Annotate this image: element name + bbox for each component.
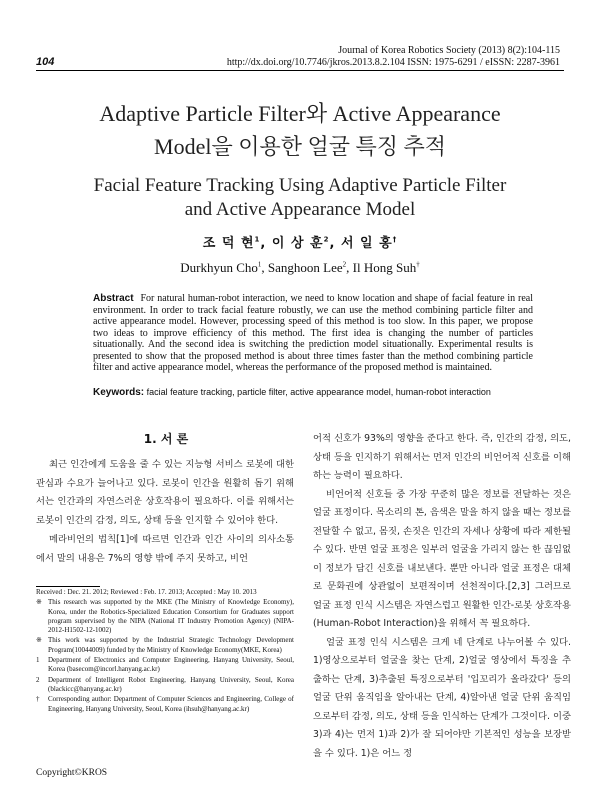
section-heading: 1. 서 론 (143, 432, 189, 446)
korean-title-line-2: Model을 이용한 얼굴 특징 추적 (154, 134, 446, 159)
footnote-text: Corresponding author: Department of Computer Sciences and Engineering, College of Engineering, Hanyang University, Seoul, Korea (ihsuh@hanyang.ac.kr) (48, 695, 294, 713)
author-name: Il Hong Suh (352, 260, 417, 275)
footnote-mark: ※ (36, 598, 42, 607)
author-name: Sanghoon Lee (267, 260, 343, 275)
footnote-text: This research was supported by the MKE (The Ministry of Knowledge Economy), Korea, under the Robotics-Specialized Education Consortium for Graduates support program supervised by the NIPA (National IT Industry Promotion Agency) (NIPA-2012-H1502-12-1002) (48, 598, 294, 635)
footnote (36, 598, 294, 635)
korean-title-line-1: Adaptive Particle Filter와 Active Appearance (99, 101, 501, 126)
footnote-text: This work was supported by the Industrial Strategic Technology Development Program(10044009) funded by the Ministry of Knowledge Economy(MKE, Korea) (48, 636, 294, 654)
footnote (36, 636, 294, 655)
english-title-line-1: Facial Feature Tracking Using Adaptive Particle Filter (93, 175, 507, 196)
footnote-mark: 2 (36, 675, 40, 684)
doi-issn-line: http://dx.doi.org/10.7746/jkros.2013.8.2.104 ISSN: 1975-6291 / eISSN: 2287-3961 (226, 57, 560, 68)
right-column (313, 430, 571, 763)
footnote (36, 656, 294, 675)
body-paragraph: 어적 신호가 93%의 영향을 준다고 한다. 즉, 인간의 감정, 의도, 상태 등을 인지하기 위해서는 먼저 인간의 비언어적 신호를 이해하는 능력이 필요하다. (313, 433, 571, 481)
keywords (93, 387, 533, 398)
body-paragraph: 비언어적 신호들 중 가장 꾸준히 많은 정보를 전달하는 것은 얼굴 표정이다. 목소리의 톤, 음색은 말을 하지 않을 때는 정보를 전달할 수 없고, 몸짓, 손짓은 인간의 자세나 상황에 따라 제한될 수 있다. 반면 얼굴 표정은 일부러 얼굴을 가리지 않는 한 끊임없이 정보가 담긴 신호를 내보낸다. 뿐만 아니라 얼굴 표정은 대체로 문화권에 상관없이 보편적이며 선천적이다.[2,3] 그러므로 얼굴 표정 인식 시스템은 자연스럽고 원활한 인간-로봇 상호작용(Human-Robot Interaction)을 위해서 꼭 필요하다. (313, 488, 571, 629)
journal-citation: Journal of Korea Robotics Society (2013) 8(2):104-115 (338, 45, 560, 56)
header-rule (36, 70, 564, 71)
footnote-mark: † (36, 695, 40, 704)
footnote (36, 695, 294, 714)
korean-author-list: 조 덕 현$^1$, 이 상 훈$^2$, 서 일 홍† (202, 235, 398, 251)
english-title-line-2: and Active Appearance Model (184, 199, 416, 220)
author-name: 조 덕 현 (202, 236, 255, 251)
body-paragraph: 최근 인간에게 도움을 줄 수 있는 지능형 서비스 로봇에 대한 관심과 수요가 늘어나고 있다. 로봇이 인간을 원활히 돕기 위해서는 인간과의 자연스러운 상호작용이 필요하다. 이를 위해서는 로봇이 인간의 감정, 의도, 상태 등을 인지할 수 있어야 한다. (36, 459, 294, 526)
author-name: 서 일 홍 (340, 236, 393, 251)
keywords-text: facial feature tracking, particle filter, active appearance model, human-robot interaction (146, 387, 491, 397)
author-affiliation-mark: 1 (254, 235, 261, 244)
footnote-mark: ※ (36, 636, 42, 645)
received-dates: Received : Dec. 21. 2012; Reviewed : Feb. 17. 2013; Accepted : May 10. 2013 (36, 588, 257, 596)
abstract-text: For natural human-robot interaction, we need to know location and shape of facial feature in real environment. In order to track facial feature robustly, we can use the method combining particle filter and active appearance model. However, processing speed of this method is too slow. In this paper, we propose two ideas to improve efficiency of this method. The first idea is changing the number of particles situationally. And the second idea is switching the prediction model situationally. Experimental results is presented to show that the proposed method is about three times faster than the method combining particle filter and active appearance model, whereas the performance of the proposed method is maintained. (93, 293, 534, 373)
author-affiliation-mark: † (392, 235, 398, 244)
footnote-text: Department of Intelligent Robot Engineering, Hanyang University, Seoul, Korea (blackicc@hanyang.ac.kr) (48, 675, 294, 693)
footnote-text: Department of Electronics and Computer Engineering, Hanyang University, Seoul, Korea (basecom@incorl.hanyang.ac.kr) (48, 656, 294, 674)
abstract-label: Abstract (93, 293, 134, 304)
author-affiliation-mark: † (416, 260, 420, 269)
author-affiliation-mark: 1 (257, 260, 262, 269)
abstract (93, 293, 533, 374)
author-name: 이 상 훈 (271, 236, 324, 251)
footnote-rule (36, 586, 100, 587)
english-author-list: Durkhyun Cho$^1$, Sanghoon Lee$^2$, Il Hong Suh† (180, 260, 420, 275)
author-affiliation-mark: 2 (342, 260, 347, 269)
copyright-notice: Copyright©KROS (36, 768, 108, 778)
body-paragraph: 얼굴 표정 인식 시스템은 크게 네 단계로 나누어볼 수 있다. 1)영상으로부터 얼굴을 찾는 단계, 2)얼굴 영상에서 특징을 추출하는 단계, 3)추출된 특징으로부터 '입꼬리가 올라갔다' 등의 얼굴 단위 움직임을 알아내는 단계, 4)알아낸 얼굴 단위 움직임으로부터 감정, 의도, 상태 등을 인식하는 단계가 그것이다. 이중 3)과 4)는 먼저 1)과 2)가 잘 되어야만 기본적인 성능을 보장받을 수 있다. 1)은 어느 정 (313, 636, 571, 759)
keywords-label: Keywords: (93, 387, 145, 398)
page-number: 104 (36, 56, 55, 68)
author-name: Durkhyun Cho (180, 260, 258, 275)
footnote (36, 676, 294, 695)
footnotes (36, 588, 294, 715)
author-affiliation-mark: 2 (323, 235, 330, 244)
footnote-mark: 1 (36, 656, 40, 665)
body-paragraph: 메라비언의 법칙[1]에 따르면 인간과 인간 사이의 의사소통에서 말의 내용은 7%의 영향 밖에 주지 못하고, 비언 (36, 534, 294, 564)
